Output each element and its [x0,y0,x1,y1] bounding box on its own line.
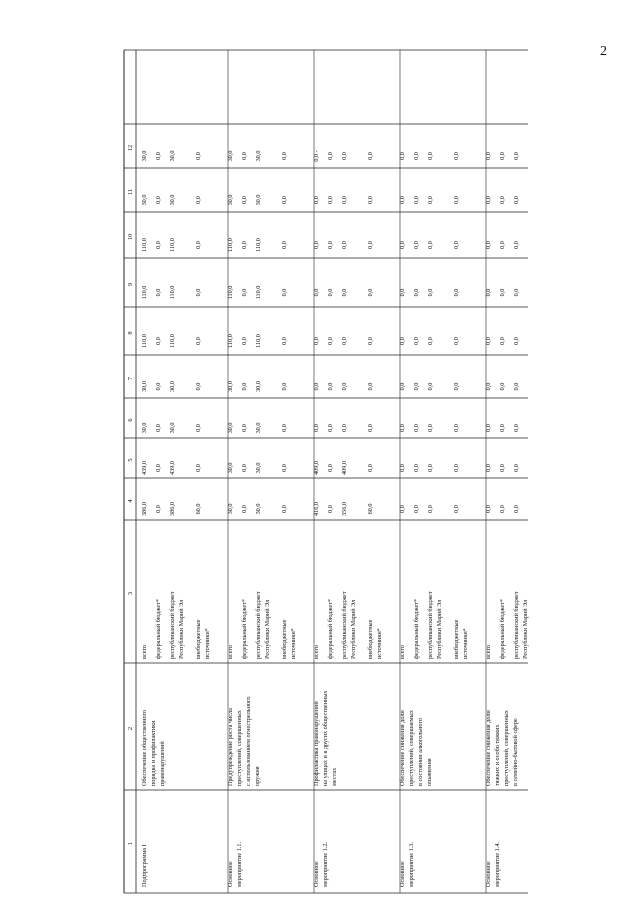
cell-value: 0,0 [367,196,374,204]
cell-value: 0,0 [313,382,320,391]
cell-value: 0,0 [155,288,162,297]
cell-value: 30,0 [227,422,234,434]
source-label: внебюджетные [453,619,460,659]
cell-value: 0,0 [427,152,434,160]
source-label: источники* [376,628,383,659]
cell-value: 30,0 [255,462,262,474]
cell-value: 0,0 [413,196,420,204]
cell-value: 0,0 [341,424,348,432]
cell-value: 0,0 [241,241,248,249]
source-label: Республики Марий Эл [264,599,271,659]
column-number-10: 10 [127,233,134,241]
cell-value: 0,0 [341,337,348,345]
cell-value: 0,0 [485,505,492,513]
cell-value: 0,0 [413,152,420,160]
cell-value: 0,0 [513,382,520,391]
cell-value: 0,0 [195,152,202,160]
source-label: республиканский бюджет [513,591,520,659]
cell-value: 0,0 [313,288,320,297]
cell-value: 0,0 [281,382,288,391]
row-description: на улицах и в других общественных [322,690,329,786]
cell-value: 0,0 [499,424,506,432]
row-description: тяжких и особо тяжких [494,724,501,786]
row-title: мероприятие 1.1. [236,841,243,887]
cell-value: 0,0 [399,152,406,160]
cell-value: 30,0 [255,150,262,162]
cell-value: 30,0 [255,194,262,206]
cell-value: 0,0 [513,152,520,160]
column-number-5: 5 [127,458,134,462]
cell-value: 0,0 [453,288,460,297]
cell-value: 30,0 [169,150,176,162]
source-label: источники* [204,628,211,659]
cell-value: 0,0 [195,424,202,432]
cell-value: 110,0 [141,238,148,252]
cell-value: 0,0 [485,464,492,472]
column-number-7: 7 [127,376,134,381]
cell-value: 0,0 [241,505,248,513]
row-title: мероприятие 1.2. [322,841,329,887]
source-label: Республики Марий Эл [522,599,529,659]
column-number-2: 2 [127,726,134,731]
column-number-1: 1 [127,841,134,846]
source-label: Республики Марий Эл [178,599,185,659]
cell-value: 0,0 [327,424,334,432]
row-description: с использованием огнестрельного [245,696,252,786]
column-number-12: 12 [127,144,134,152]
row-title: Подпрограмма I [141,844,148,887]
cell-value: 0,0 [513,337,520,345]
source-label: Республики Марий Эл [436,599,443,659]
page-number: 2 [600,44,607,59]
cell-value: 0,0 [485,152,492,160]
cell-value: 0,0 [281,505,288,513]
cell-value: 0,0 [281,337,288,345]
cell-value: 0,0 [367,241,374,249]
source-label: республиканский бюджет [169,591,176,659]
cell-value: 0,0 [281,464,288,472]
cell-value: 0,0 [499,337,506,345]
row-description: Обеспечение общественного [141,709,148,786]
cell-value: 0,0 [427,424,434,432]
cell-value: 110,0 [169,334,176,348]
cell-value: 0,0 [195,196,202,204]
column-number-6: 6 [127,418,134,422]
cell-value: 0,0 [327,505,334,513]
cell-value: 0,0 [313,241,320,249]
cell-value: 0,0 [427,464,434,472]
cell-value: 0,0 [453,152,460,160]
row-title: мероприятие 1.4. [494,841,501,887]
cell-value: 110,0 [141,334,148,348]
cell-value: 0,0 [241,464,248,472]
row-description: Обеспечение снижения доли [399,710,406,786]
cell-value: 0,0 [241,337,248,345]
cell-value: 386,0 [169,502,176,516]
cell-value: 0,0 [367,424,374,432]
cell-value: 0,0 [195,288,202,297]
cell-value: 30,0 [255,422,262,434]
cell-value: 30,0 [141,381,148,392]
cell-value: 0,0 [499,152,506,160]
cell-value: 0,0 [413,241,420,249]
cell-value: 0,0 [453,464,460,472]
cell-value: 0,0 [367,464,374,472]
column-number-4: 4 [127,499,134,503]
cell-value: 0,0 [155,241,162,249]
row-description: в семейно-бытовой сфере [512,718,519,786]
cell-value: 0,0 [241,288,248,297]
cell-value: 0,0 [499,288,506,297]
table-row [399,152,469,887]
cell-value: 0,0 [313,196,320,204]
cell-value: 0,0 [327,382,334,391]
source-label: источники* [290,628,297,659]
cell-value: 0,0 [341,196,348,204]
cell-value: 439,0 [141,461,148,475]
row-title: мероприятие 1.3. [408,841,415,887]
cell-value: 0,0 [241,424,248,432]
cell-value: 0,0 [513,196,520,204]
cell-value: 110,0 [227,285,234,300]
cell-value: 0,0 [327,241,334,249]
cell-value: 0,0 [367,288,374,297]
cell-value: 30,0 [169,194,176,206]
row-description: Профилактика правонарушений [313,701,320,786]
cell-value: 0,0 [485,424,492,432]
cell-value: 110,0 [227,334,234,348]
source-label: федеральный бюджет* [327,598,334,659]
row-description: преступлений, совершаемых [408,710,415,786]
row-title: Основное [313,861,320,887]
cell-value: 0,0 [399,382,406,391]
cell-value: 110,0 [255,238,262,252]
cell-value: 30,0 [227,503,234,515]
row-description: в состоянии алкогольного [417,718,424,786]
table-header-row [127,145,134,845]
cell-value: 0,0 [367,152,374,160]
row-title: Основное [399,861,406,887]
cell-value: 0,0 [453,505,460,513]
cell-value: 0,0 [413,288,420,297]
cell-value: 0,0 [155,382,162,391]
source-label: республиканский бюджет [255,591,262,659]
cell-value: 30,0 [227,462,234,474]
column-number-8: 8 [127,331,134,335]
cell-value: 409,0 [313,461,320,475]
cell-value: 0,0 [367,337,374,345]
source-label: республиканский бюджет [427,591,434,659]
cell-value: 0,0 [341,241,348,249]
cell-value: 0,0 [241,152,248,160]
cell-value: 30,0 [169,422,176,434]
cell-value: 0,0 [155,424,162,432]
column-number-11: 11 [127,188,134,196]
table-row [227,151,297,887]
table-row [313,150,383,887]
cell-value: 30,0 [169,381,176,392]
cell-value: 0,0 [485,288,492,297]
source-label: федеральный бюджет* [241,598,248,659]
cell-value: 0,0 [195,464,202,472]
cell-value: 30,0 [227,194,234,206]
cell-value: 0,0 [155,196,162,204]
cell-value: 0,0 [499,196,506,204]
cell-value: 0,0 [413,464,420,472]
cell-value: 0,0 [341,288,348,297]
source-label: федеральный бюджет* [413,598,420,659]
source-label: всего [313,645,320,659]
table-row [141,151,211,887]
cell-value: 0,0 [281,152,288,160]
cell-value: 386,0 [141,502,148,516]
cell-value: 60,0 [195,503,202,515]
cell-value: 0,0 [155,337,162,345]
cell-value: 110,0 [255,334,262,348]
cell-value: 0,0 [399,424,406,432]
cell-value: 30,0 [227,150,234,162]
cell-value: 0,0 [327,152,334,160]
cell-value: 0,0 [313,424,320,432]
cell-value: 0,0 [281,196,288,204]
row-description: местах [331,767,338,786]
cell-value: 0,0 [327,464,334,472]
cell-value: 0,0 [155,464,162,472]
cell-value: 0,0 [485,241,492,249]
cell-value: 0,0 [341,152,348,160]
cell-value: 0,0 [399,196,406,204]
cell-value: 0,0 [513,241,520,249]
row-description: преступлений, совершенных [236,710,243,786]
cell-value: 0,0 [453,337,460,345]
cell-value: 0,0 [195,241,202,249]
table-rotated-group [124,50,529,893]
cell-value: 0,0 [453,382,460,391]
cell-value: 0,0 [241,196,248,204]
source-label: всего [141,645,148,659]
table-body [141,150,529,887]
cell-value: 0,0 [327,288,334,297]
cell-value: 0,0 [413,424,420,432]
cell-value: 0,0 [399,337,406,345]
cell-value: 0,0 [399,288,406,297]
cell-value: 0,0 [427,505,434,513]
cell-value: 110,0 [169,285,176,300]
cell-value: 0,0 [327,337,334,345]
cell-value: 356,0 [341,502,348,516]
row-description: порядка и профилактики [150,720,157,786]
cell-value: 0,0 [281,241,288,249]
cell-value: 0,0 [313,337,320,345]
cell-value: 110,0 [141,285,148,300]
cell-value: 30,0 [255,503,262,515]
cell-value: 0,0 [499,241,506,249]
source-label: внебюджетные [195,619,202,659]
cell-value: 409,0 [341,461,348,475]
cell-value: 0,0 [485,382,492,391]
cell-value: 0,0 [453,241,460,249]
cell-value: 0,0 [453,196,460,204]
cell-value: 0,0 [341,382,348,391]
cell-value: 110,0 [169,238,176,252]
row-description: преступлений, совершенных [503,710,510,786]
cell-value: 0,0 [427,288,434,297]
row-description: Предупреждение роста числа [227,708,234,786]
source-label: федеральный бюджет* [155,598,162,659]
cell-value: 0,0 [427,382,434,391]
cell-value: 0,0 [241,382,248,391]
cell-value: 0,0 [367,382,374,391]
row-title: Основное [227,861,234,887]
source-label: федеральный бюджет* [499,598,506,659]
cell-value: 60,0 [367,503,374,515]
cell-value: 0,0 [513,464,520,472]
cell-value: 0,0 [499,505,506,513]
cell-value: 0,0 [281,424,288,432]
cell-value: 0,0 [413,382,420,391]
cell-value: 0,0 [399,464,406,472]
row-description: оружия [254,766,261,786]
cell-value: 0,0 [195,382,202,391]
cell-value: 0,0 [155,505,162,513]
cell-value: 0,0 [327,196,334,204]
row-description: правонарушений [159,741,166,786]
cell-value: 0,0 [513,505,520,513]
cell-value: 0,0 [281,288,288,297]
source-label: республиканский бюджет [341,591,348,659]
cell-value: 0,0 [513,288,520,297]
row-description: опьянения [426,758,433,786]
cell-value: 0,0 [399,241,406,249]
cell-value: 0,0 [427,196,434,204]
source-label: всего [227,645,234,659]
cell-value: 0,0 [427,241,434,249]
cell-value: 439,0 [169,461,176,475]
cell-value: 0,0 [427,337,434,345]
table-row [485,152,529,887]
cell-value: 0,0 [499,464,506,472]
column-number-3: 3 [127,591,134,596]
cell-value: 0,0 [513,424,520,432]
source-label: всего [399,645,406,659]
source-label: внебюджетные [281,619,288,659]
cell-value: 416,0 [313,502,320,516]
cell-value: 30,0 [141,422,148,434]
cell-value: 0,0 [413,337,420,345]
cell-value: 0,0 [499,382,506,391]
cell-value: 30,0 [255,381,262,392]
cell-value: 0,0 [453,424,460,432]
row-title: Основное [485,861,492,887]
source-label: Республики Марий Эл [350,599,357,659]
cell-value: 0,0 - [313,150,320,162]
cell-value: 0,0 [195,337,202,345]
cell-value: 30,0 [141,194,148,206]
cell-value: 30,0 [227,381,234,392]
source-label: внебюджетные [367,619,374,659]
source-label: всего [485,645,492,659]
cell-value: 0,0 [399,505,406,513]
source-label: источники* [462,628,469,659]
cell-value: 0,0 [485,337,492,345]
cell-value: 0,0 [413,505,420,513]
row-description: Обеспечение снижения доли [485,710,492,786]
cell-value: 110,0 [227,238,234,252]
cell-value: 30,0 [141,150,148,162]
cell-value: 0,0 [155,152,162,160]
cell-value: 0,0 [485,196,492,204]
column-number-9: 9 [127,282,134,287]
cell-value: 110,0 [255,285,262,300]
